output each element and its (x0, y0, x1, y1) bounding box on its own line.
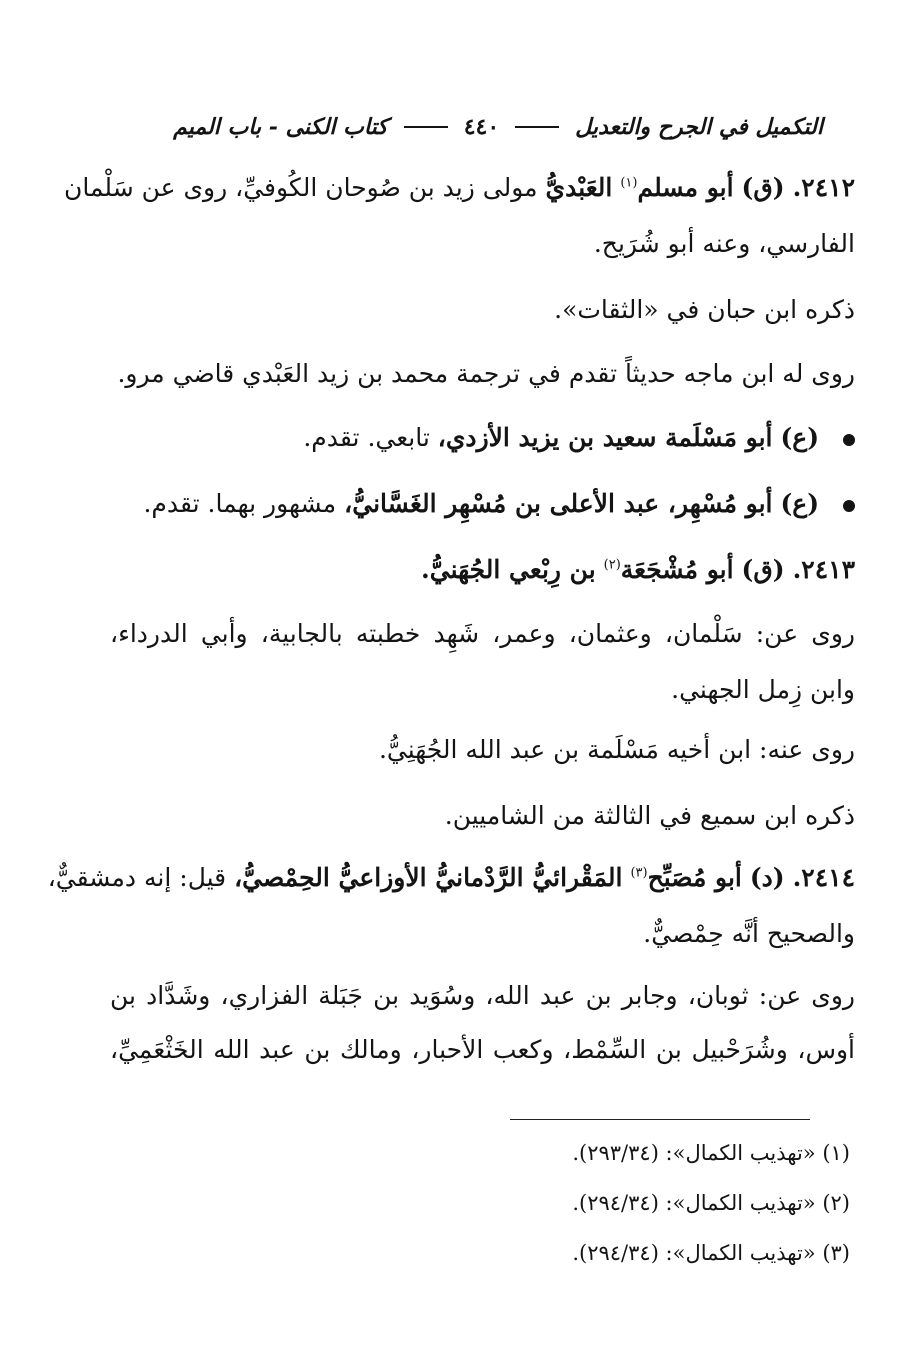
entry-2412-line-2: الفارسي، وعنه أبو شُرَيح. (593, 229, 855, 258)
entry-nisba: المَقْرائيُّ الرَّدْمانيُّ الأوزاعيُّ الحِمْصيُّ، (234, 863, 623, 892)
bullet-icon (843, 434, 855, 446)
running-head-chapter: كتاب الكنى - باب الميم (173, 114, 388, 140)
bullet-entry-1 (110, 418, 855, 458)
entry-2413-line-3: وابن زِمل الجهني. (671, 675, 855, 704)
entry-number: ٢٤١٣. (792, 555, 855, 584)
entry-text: قيل: إنه دمشقيٌّ، (47, 863, 227, 892)
entry-2414-line-1 (47, 858, 855, 898)
bullet-name: أبو مُسْهِر، عبد الأعلى بن مُسْهِر الغَسَّانيُّ، (344, 489, 773, 518)
running-head-dash (515, 126, 559, 128)
page-number: ٤٤٠ (463, 114, 500, 140)
entry-number: ٢٤١٤. (792, 863, 855, 892)
footnote-ref: (٣) (630, 865, 648, 881)
entry-2412-line-1 (63, 168, 855, 208)
entry-siglum: (ق) (741, 555, 785, 584)
footnote-2: (٢) «تهذيب الكمال»: (٢٩٤/٣٤). (572, 1191, 850, 1215)
bullet-siglum: (ع) (780, 423, 820, 452)
running-head-dash (404, 126, 448, 128)
footnote-ref: (١) (620, 175, 638, 191)
entry-2414-line-3: روى عن: ثوبان، وجابر بن عبد الله، وسُوَيد بن جَبَلة الفزاري، وشَدَّاد بن (110, 981, 855, 1010)
entry-siglum: (ق) (741, 173, 785, 202)
entry-2413-line-5: ذكره ابن سميع في الثالثة من الشاميين. (444, 801, 855, 830)
bullet-text: تابعي. تقدم. (303, 423, 430, 452)
entry-name: أبو مُصَبِّح (647, 863, 742, 892)
entry-nisba: العَبْديُّ (545, 173, 613, 202)
footnote-1: (١) «تهذيب الكمال»: (٢٩٣/٣٤). (572, 1141, 850, 1165)
running-head (150, 110, 823, 144)
bullet-text: مشهور بهما. تقدم. (143, 489, 337, 518)
bullet-name: أبو مَسْلَمة سعيد بن يزيد الأزدي، (437, 423, 773, 452)
running-head-book-title: التكميل في الجرح والتعديل (575, 114, 823, 140)
entry-2414-line-2: والصحيح أنَّه حِمْصيٌّ. (643, 919, 855, 948)
footnote-divider (510, 1119, 810, 1120)
footnote-ref: (٢) (603, 557, 621, 573)
entry-2413-line-2: روى عن: سَلْمان، وعثمان، وعمر، شَهِد خطبته بالجابية، وأبي الدرداء، (110, 619, 855, 648)
bullet-siglum: (ع) (780, 489, 820, 518)
entry-name: أبو مُشْجَعَة (620, 555, 734, 584)
bullet-entry-2 (110, 484, 855, 524)
footnote-3: (٣) «تهذيب الكمال»: (٢٩٤/٣٤). (572, 1241, 850, 1265)
entry-number: ٢٤١٢. (792, 173, 855, 202)
entry-2414-line-4: أوس، وشُرَحْبيل بن السِّمْط، وكعب الأحبار، ومالك بن عبد الله الخَثْعَمِيِّ، (110, 1035, 855, 1064)
entry-2413-line-1 (110, 550, 855, 590)
entry-name-rest: بن رِبْعي الجُهَنيُّ. (421, 555, 596, 584)
bullet-icon (843, 500, 855, 512)
entry-2412-line-4: روى له ابن ماجه حديثاً تقدم في ترجمة محمد بن زيد العَبْدي قاضي مرو. (117, 359, 855, 388)
entry-name: أبو مسلم (637, 173, 734, 202)
entry-text: مولى زيد بن صُوحان الكُوفيِّ، روى عن سَلْمان (63, 173, 538, 202)
entry-2413-line-4: روى عنه: ابن أخيه مَسْلَمة بن عبد الله الجُهَنِيُّ. (378, 735, 855, 764)
entry-2412-line-3: ذكره ابن حبان في «الثقات». (554, 295, 855, 324)
entry-siglum: (د) (749, 863, 785, 892)
